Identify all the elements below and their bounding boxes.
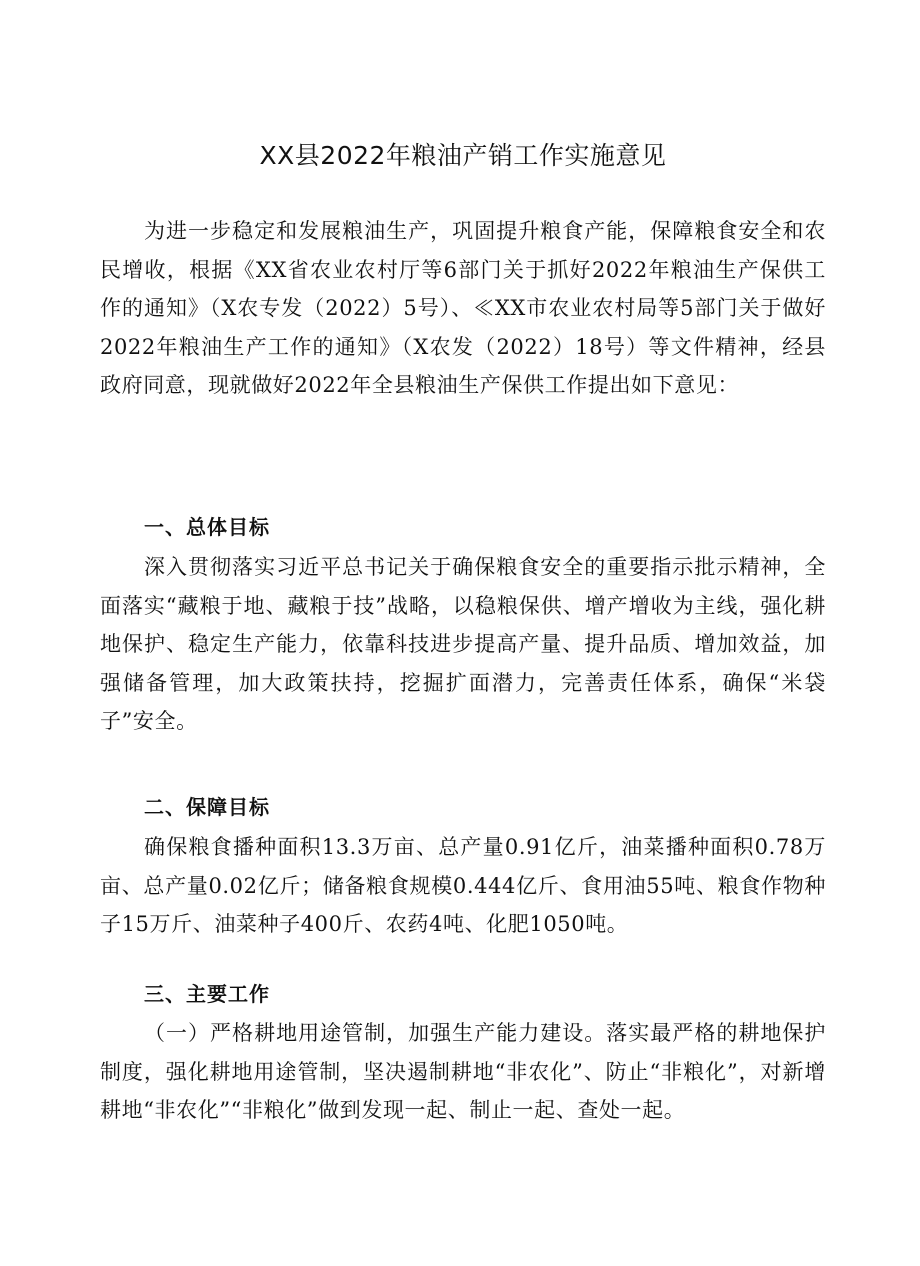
- section-heading-main-work: 三、主要工作: [144, 982, 270, 1006]
- guarantee-goal-paragraph: 确保粮食播种面积13.3万亩、总产量0.91亿斤，油菜播种面积0.78万亩、总产量0.02亿斤；储备粮食规模0.444亿斤、食用油55吨、粮食作物种子15万斤、油菜种子400斤、农药4吨、化肥1050吨。: [100, 835, 826, 936]
- section-heading-guarantee-goal: 二、保障目标: [144, 795, 270, 819]
- document-title: XX县2022年粮油产销工作实施意见: [259, 141, 667, 170]
- section-heading-overall-goal: 一、总体目标: [144, 515, 270, 539]
- main-work-paragraph: （一）严格耕地用途管制，加强生产能力建设。落实最严格的耕地保护制度，强化耕地用途管制，坚决遏制耕地“非农化”、防止“非粮化”，对新增耕地“非农化”“非粮化”做到发现一起、制止一起、查处一起。: [100, 1021, 826, 1122]
- overall-goal-paragraph: 深入贯彻落实习近平总书记关于确保粮食安全的重要指示批示精神，全面落实“藏粮于地、藏粮于技”战略，以稳粮保供、增产增收为主线，强化耕地保护、稳定生产能力，依靠科技进步提高产量、提升品质、增加效益，加强储备管理，加大政策扶持，挖掘扩面潜力，完善责任体系，确保“米袋子”安全。: [100, 555, 826, 733]
- intro-paragraph: 为进一步稳定和发展粮油生产，巩固提升粮食产能，保障粮食安全和农民增收，根据《XX省农业农村厅等6部门关于抓好2022年粮油生产保供工作的通知》（X农专发（2022）5号）、≪XX市农业农村局等5部门关于做好2022年粮油生产工作的通知》（X农发（2022）18号）等文件精神，经县政府同意，现就做好2022年全县粮油生产保供工作提出如下意见：: [100, 219, 826, 397]
